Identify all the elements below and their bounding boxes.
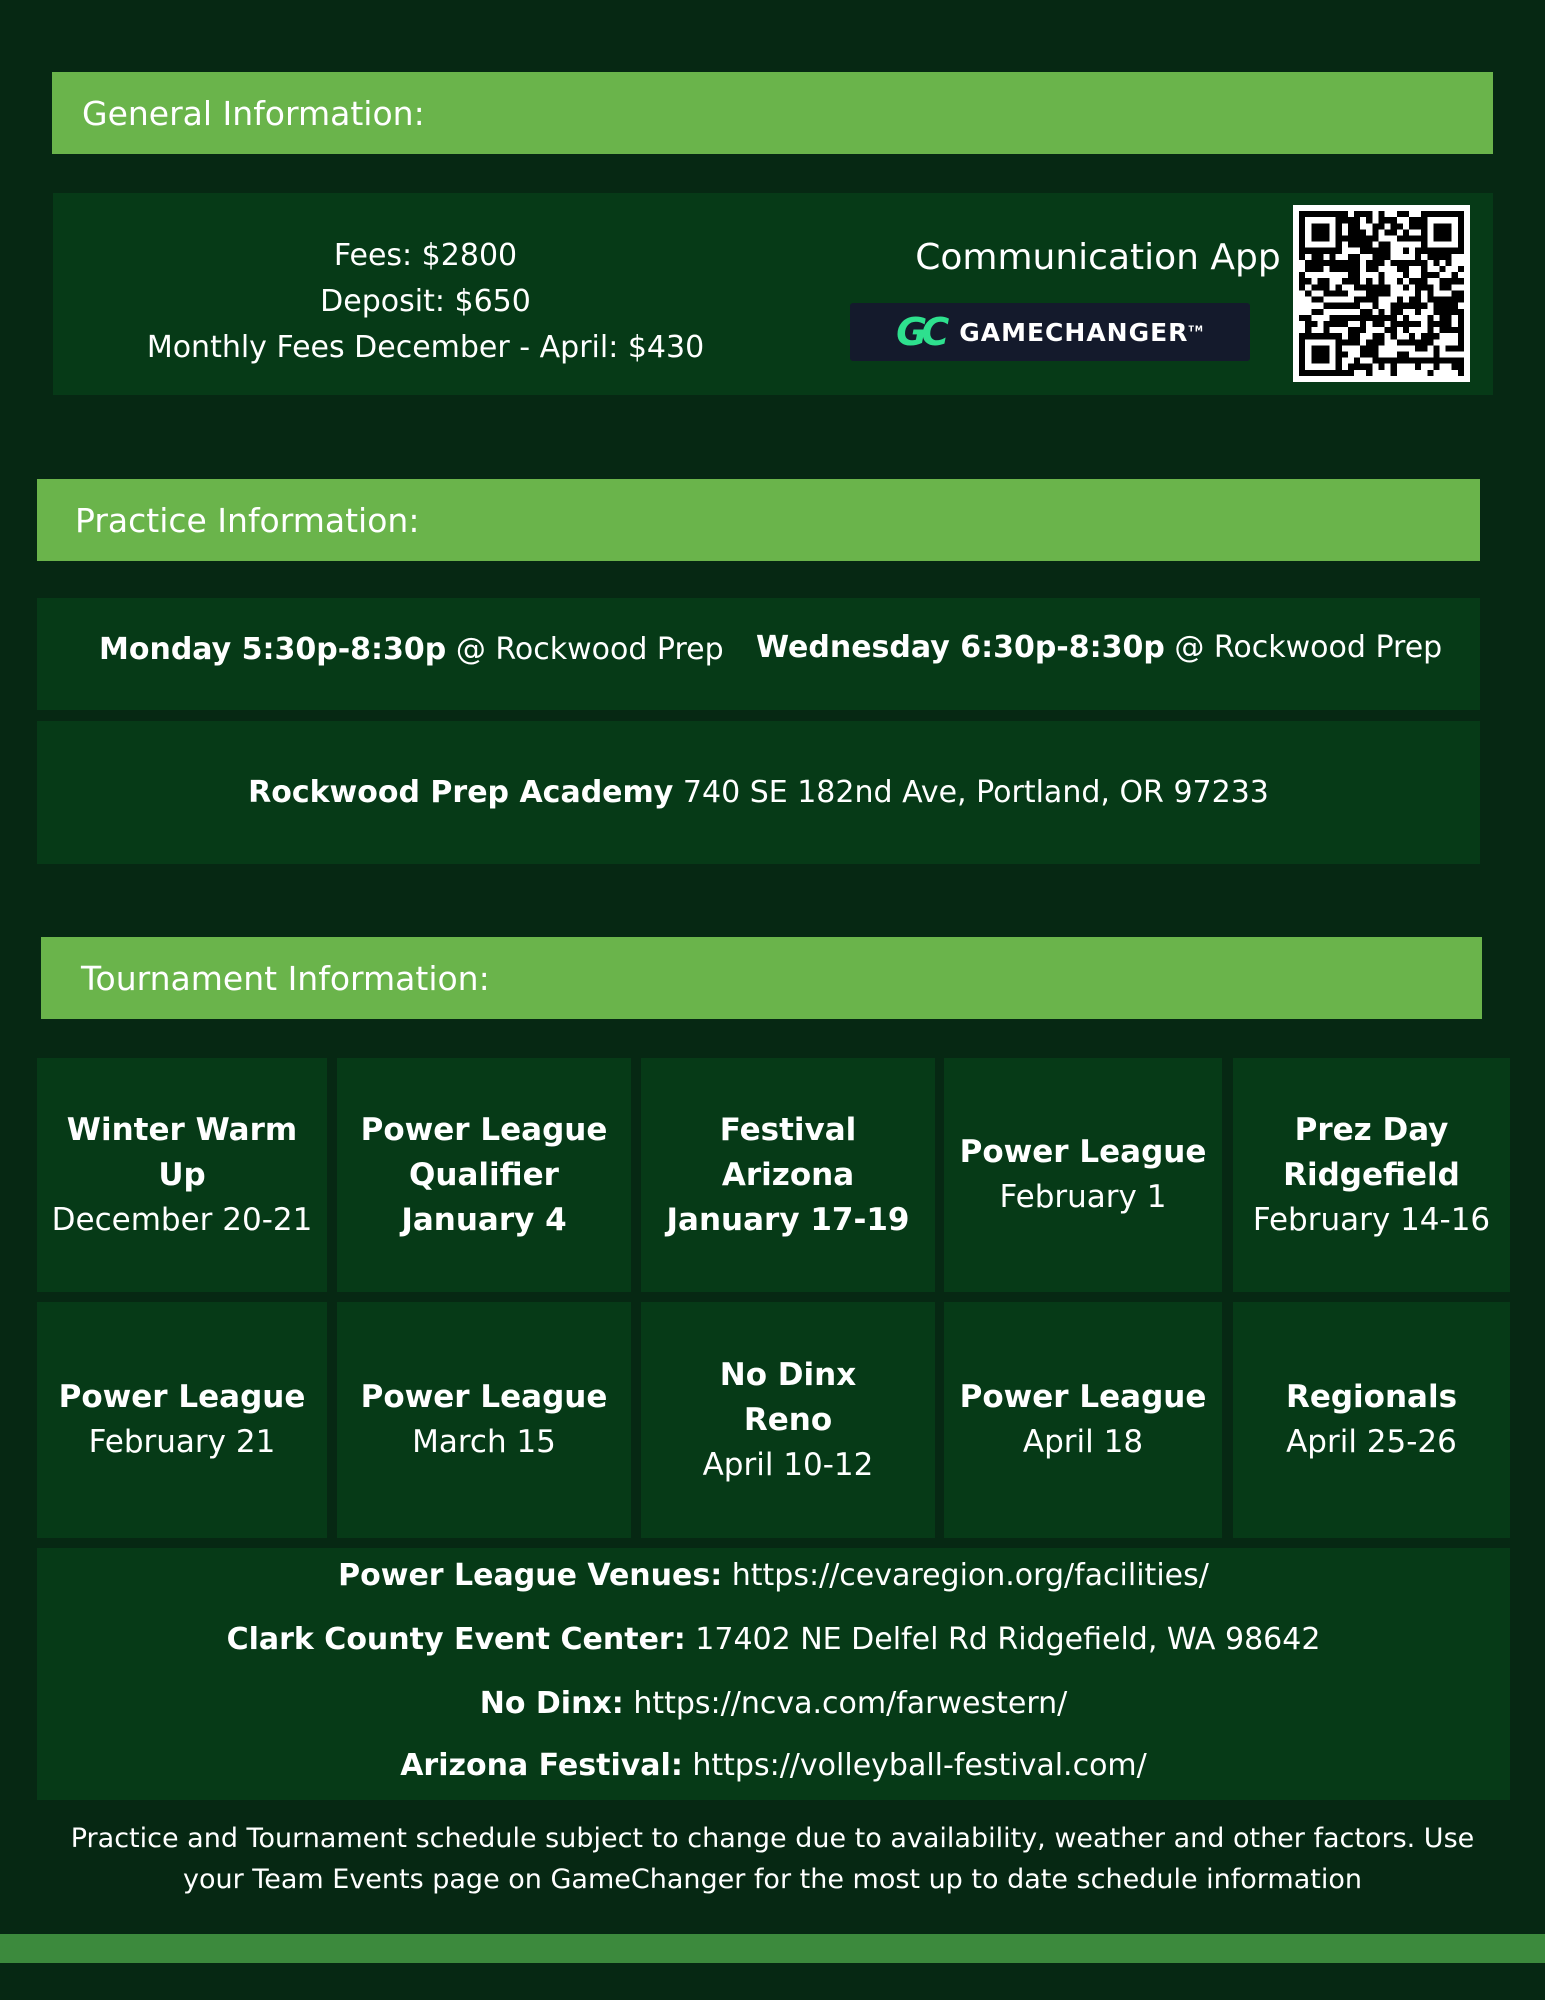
fees-deposit: Deposit: $650 (320, 284, 531, 319)
tournament-date: December 20-21 (51, 1201, 313, 1238)
footnote-line-1: Practice and Tournament schedule subject to change due to availability, weather and other factors. Use (70, 1823, 1475, 1854)
general-info-heading-text: General Information: (82, 93, 425, 133)
schedule-footnote (30, 1818, 1515, 1900)
practice-info-heading (37, 479, 1480, 561)
venue-link[interactable]: https://cevaregion.org/facilities/ (731, 1558, 1209, 1593)
fees-total: Fees: $2800 (333, 238, 518, 273)
tournament-tile (337, 1058, 631, 1292)
tournament-tile (641, 1302, 935, 1538)
tournament-name: Prez Day (1294, 1111, 1449, 1148)
venue-no-dinx (37, 1686, 1510, 1721)
communication-app-title: Communication App (915, 237, 1281, 278)
practice-info-heading-text: Practice Information: (75, 500, 420, 540)
practice-address-panel (37, 721, 1480, 864)
qr-code-icon[interactable] (1293, 205, 1470, 382)
tournament-info-heading-text: Tournament Information: (81, 958, 490, 998)
tournament-date: March 15 (412, 1424, 556, 1460)
venue-link[interactable]: https://ncva.com/farwestern/ (633, 1686, 1068, 1721)
venue-address: 17402 NE Delfel Rd Ridgefield, WA 98642 (695, 1622, 1321, 1657)
tournament-name: Ridgefield (1283, 1156, 1460, 1193)
practice-address-street: 740 SE 182nd Ave, Portland, OR 97233 (682, 775, 1269, 810)
general-info-heading (52, 72, 1493, 154)
tournament-name: Power League (58, 1379, 306, 1415)
venues-panel (37, 1548, 1510, 1800)
venue-link[interactable]: https://volleyball-festival.com/ (692, 1748, 1147, 1783)
tournament-tile (944, 1058, 1222, 1292)
tournament-tile (1233, 1302, 1510, 1538)
tournament-date: January 17-19 (666, 1201, 910, 1238)
tournament-tile (1233, 1058, 1510, 1292)
gamechanger-wordmark: GAMECHANGER™ (959, 317, 1204, 347)
tournament-info-heading (41, 937, 1482, 1019)
tournament-date: February 21 (88, 1424, 276, 1460)
tournament-name: Power League (360, 1111, 608, 1148)
tournament-date: February 1 (999, 1179, 1167, 1215)
venue-label: Clark County Event Center: (226, 1622, 686, 1657)
practice-address (248, 775, 1269, 810)
practice-address-name: Rockwood Prep Academy (248, 775, 674, 810)
venue-label: Power League Venues: (338, 1558, 723, 1593)
practice-day-monday-location: @ Rockwood Prep (455, 632, 724, 667)
tournament-date: February 14-16 (1252, 1201, 1491, 1238)
gamechanger-mark-icon: GC (896, 310, 944, 354)
tournament-name: Power League (360, 1379, 608, 1415)
tournament-name: Power League (959, 1379, 1207, 1415)
tournament-tile (944, 1302, 1222, 1538)
tournament-date: April 25-26 (1286, 1424, 1457, 1460)
tournament-name: Winter Warm Up (66, 1111, 298, 1193)
tournament-name: Festival Arizona (719, 1111, 857, 1193)
venue-arizona-festival (37, 1748, 1510, 1783)
venue-clark-county (37, 1622, 1510, 1657)
tournament-name: Qualifier (409, 1156, 559, 1193)
tournament-tile (337, 1302, 631, 1538)
gamechanger-logo (850, 303, 1250, 361)
practice-day-wednesday-location: @ Rockwood Prep (1174, 630, 1443, 665)
tournament-name: Regionals (1285, 1379, 1458, 1415)
tournament-tile (641, 1058, 935, 1292)
bottom-bar (0, 1934, 1545, 1963)
footnote-line-2: your Team Events page on GameChanger for the most up to date schedule information (183, 1864, 1362, 1895)
fees-text (53, 233, 798, 371)
practice-days-panel (37, 598, 1480, 710)
tournament-name: Power League (959, 1134, 1207, 1170)
tournament-tile (37, 1058, 327, 1292)
venue-label: Arizona Festival: (400, 1748, 683, 1783)
practice-day-wednesday-time: Wednesday 6:30p-8:30p (756, 630, 1165, 665)
practice-day-monday-time: Monday 5:30p-8:30p (99, 632, 447, 667)
venue-label: No Dinx: (479, 1686, 624, 1721)
venue-power-league (37, 1558, 1510, 1593)
tournament-date: April 18 (1022, 1424, 1144, 1460)
tournament-name: Reno (743, 1401, 833, 1438)
practice-day-wednesday (756, 630, 1442, 665)
tournament-date: January 4 (401, 1201, 567, 1238)
tournament-date: April 10-12 (702, 1446, 874, 1483)
fees-panel (53, 193, 1493, 395)
practice-day-monday (99, 632, 724, 667)
tournament-tile (37, 1302, 327, 1538)
fees-monthly: Monthly Fees December - April: $430 (146, 330, 705, 365)
tournament-name: No Dinx (719, 1356, 857, 1393)
